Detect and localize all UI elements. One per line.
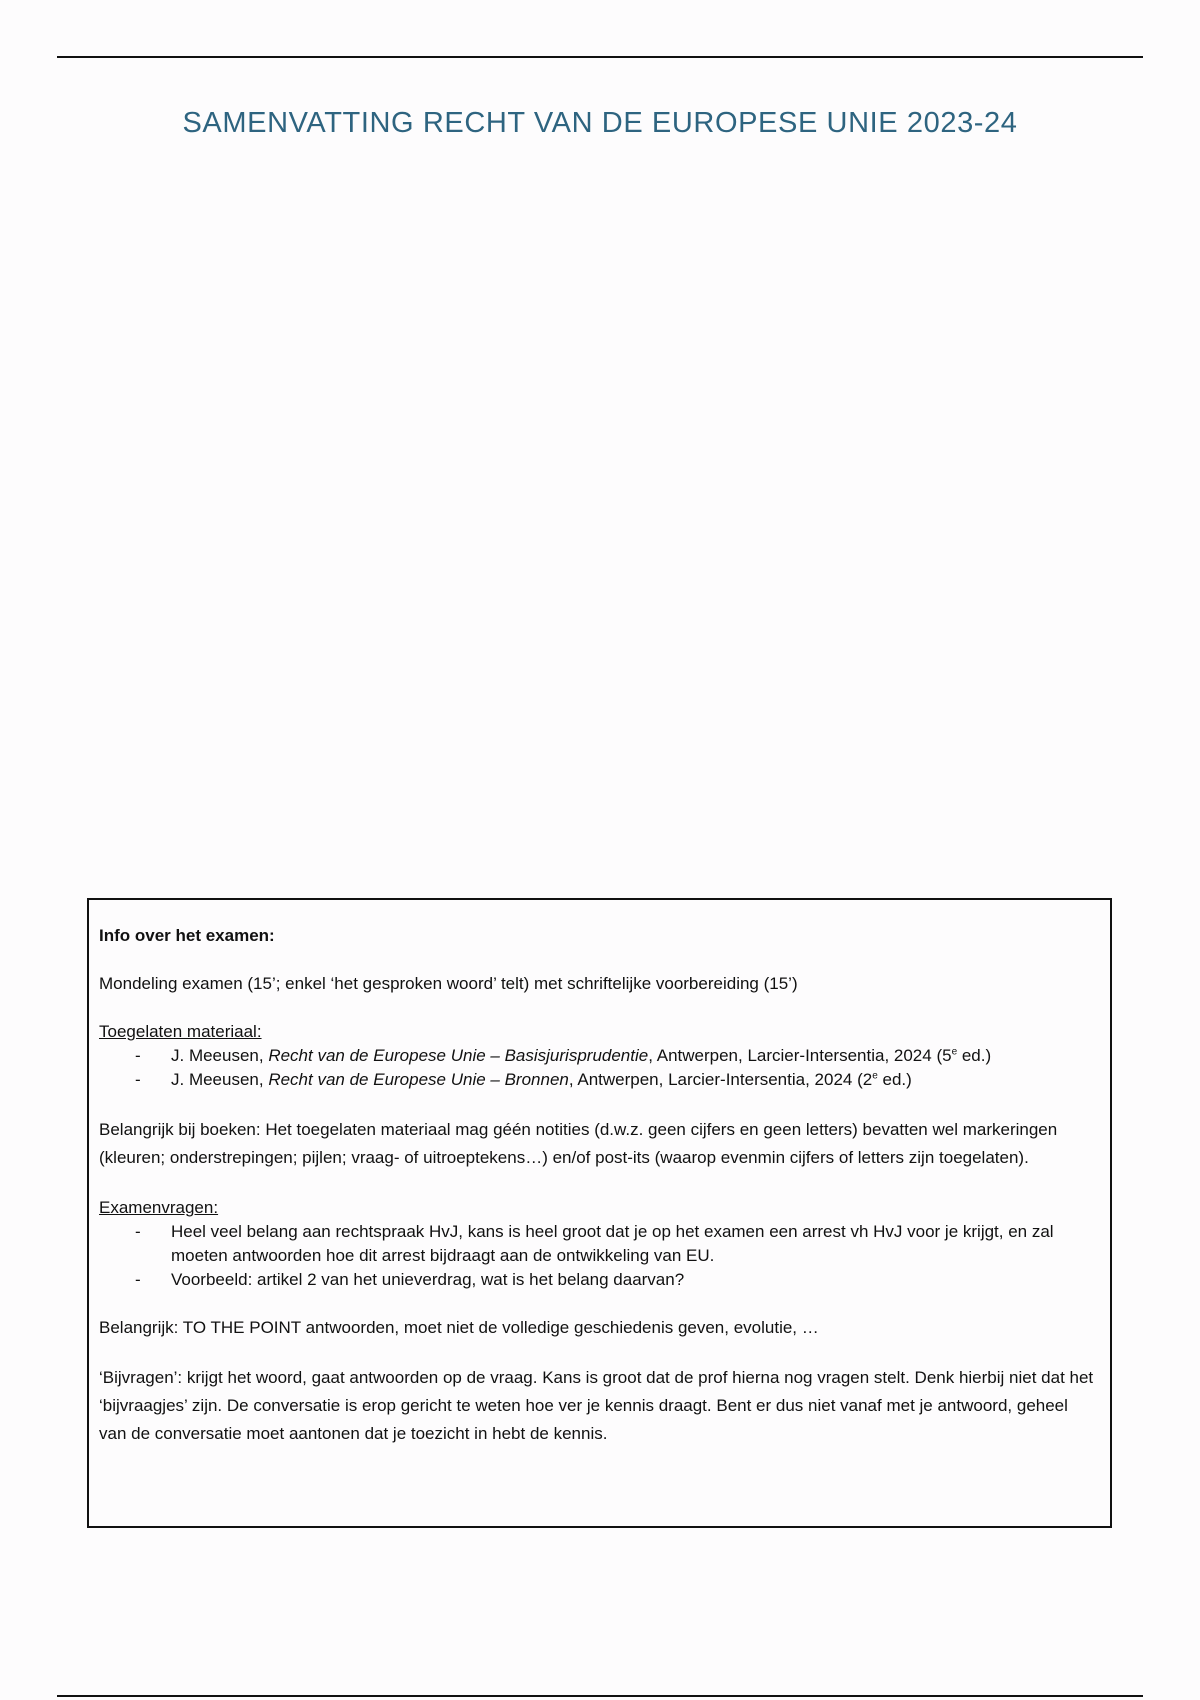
list-item: - Heel veel belang aan rechtspraak HvJ, kans is heel groot dat je op het examen een arrest vh HvJ voor je krijgt, en zal moeten antwoorden hoe dit arrest bijdraagt aan de ontwikkeling van EU.: [135, 1222, 1054, 1265]
important-note-text: Belangrijk: TO THE POINT antwoorden, moet niet de volledige geschiedenis geven, evolutie, …: [99, 1318, 819, 1337]
exam-format-text: Mondeling examen (15’; enkel ‘het gesproken woord’ telt) met schriftelijke voorbereiding (15’): [99, 974, 798, 993]
list-item: - Voorbeeld: artikel 2 van het unieverdrag, wat is het belang daarvan?: [135, 1270, 685, 1289]
allowed-material-label: Toegelaten materiaal:: [99, 1022, 262, 1041]
list-item: - J. Meeusen, Recht van de Europese Unie – Basisjurisprudentie, Antwerpen, Larcier-Intersentia, 2024 (5e ed.): [135, 1046, 992, 1065]
info-heading: Info over het examen:: [99, 926, 275, 945]
header-rule: [57, 56, 1143, 58]
exam-questions-list: [99, 1220, 1100, 1292]
footer-rule: [57, 1695, 1143, 1697]
books-note-text: Belangrijk bij boeken: Het toegelaten materiaal mag géén notities (d.w.z. geen cijfers en geen letters) bevatten wel markeringen (kleuren; onderstrepingen; pijlen; vraag- of uitroeptekens…) en/of post-its (waarop evenmin cijfers of letters zijn toegelaten).: [99, 1120, 1058, 1167]
allowed-material-list: [99, 1044, 1100, 1092]
list-item: - J. Meeusen, Recht van de Europese Unie – Bronnen, Antwerpen, Larcier-Intersentia, 2024 (2e ed.): [135, 1070, 912, 1089]
exam-info-box: [87, 898, 1112, 1528]
follow-up-note-text: ‘Bijvragen’: krijgt het woord, gaat antwoorden op de vraag. Kans is groot dat de prof hierna nog vragen stelt. Denk hierbij niet dat het ‘bijvraagjes’ zijn. De conversatie is erop gericht te weten hoe ver je kennis draagt. Bent er dus niet vanaf met je antwoord, geheel van de conversatie moet aantonen dat je toezicht in hebt de kennis.: [99, 1368, 1094, 1443]
document-title: SAMENVATTING RECHT VAN DE EUROPESE UNIE 2023-24: [182, 107, 1018, 140]
exam-questions-label: Examenvragen:: [99, 1198, 219, 1217]
